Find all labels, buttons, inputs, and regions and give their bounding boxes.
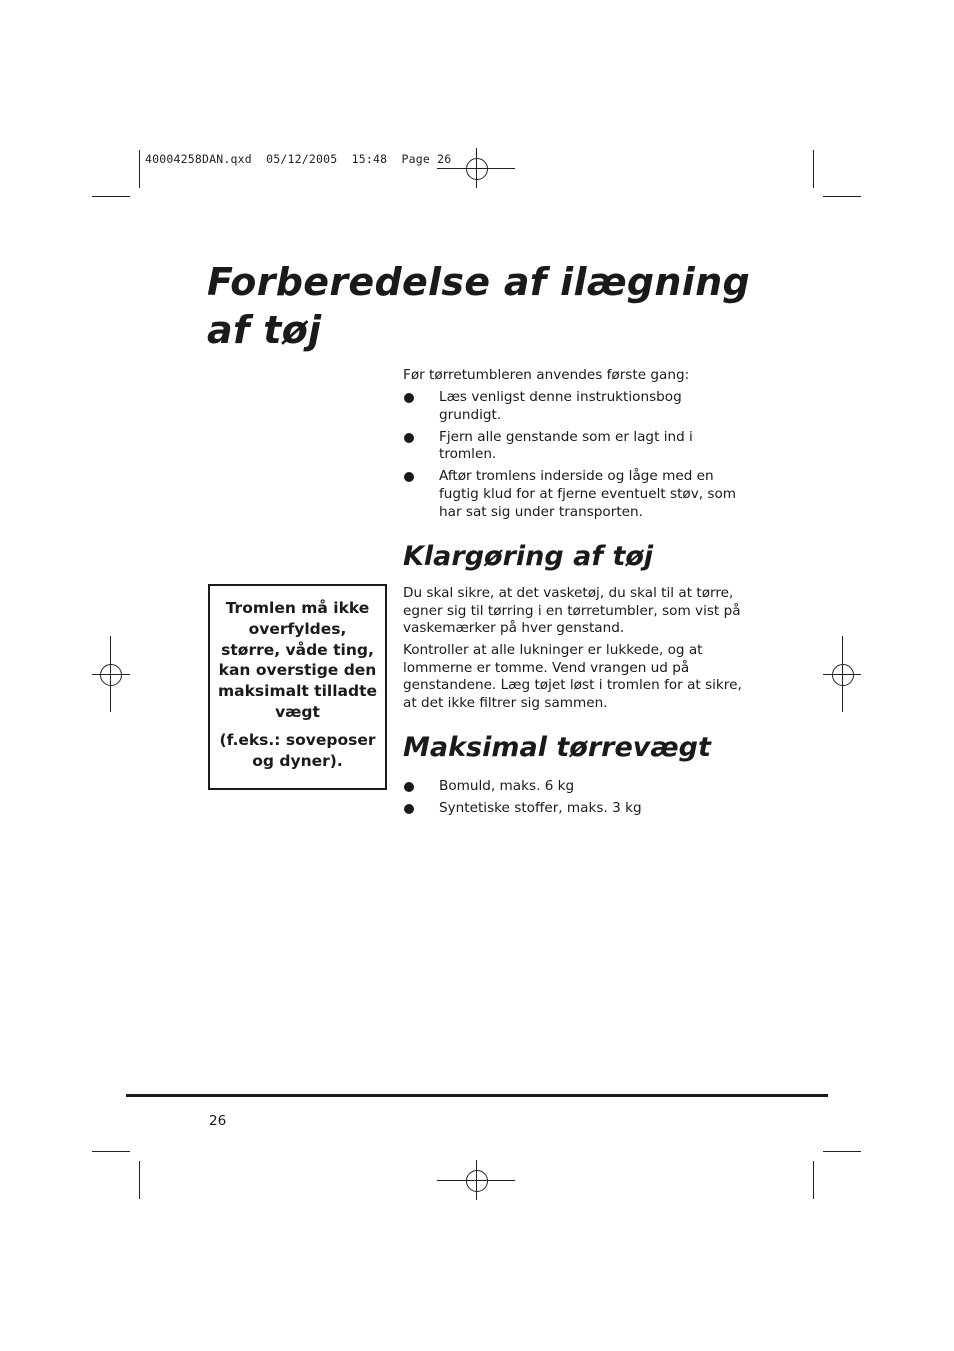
- page-title: [207, 258, 750, 354]
- crop-mark: [823, 196, 861, 197]
- max-weight-section: [403, 778, 748, 822]
- crop-mark: [813, 1161, 814, 1199]
- page-number: 26: [209, 1113, 227, 1129]
- warning-box: [208, 584, 387, 790]
- print-slug: 40004258DAN.qxd 05/12/2005 15:48 Page 26: [145, 152, 452, 166]
- paragraph: Du skal sikre, at det vasketøj, du skal til at tørre, egner sig til tørring i en tørretumbler, som vist på vaskemærker på hver genstand.: [403, 585, 741, 637]
- list-item: Fjern alle genstande som er lagt ind i tromlen.: [403, 429, 748, 464]
- list-item: Læs venligst denne instruktionsbog grundigt.: [403, 389, 748, 424]
- list-item: Aftør tromlens inderside og låge med en fugtig klud for at fjerne eventuelt støv, som har sat sig under transporten.: [403, 468, 748, 521]
- crop-mark: [92, 196, 130, 197]
- section-heading-prep: Klargøring af tøj: [403, 541, 654, 572]
- page-title-line: Forberedelse af ilægning: [207, 260, 750, 304]
- list-item: Syntetiske stoffer, maks. 3 kg: [403, 800, 748, 818]
- warning-text: Tromlen må ikke overfyldes, større, våde ting, kan overstige den maksimalt tilladte vægt: [218, 599, 378, 721]
- intro-lead: Før tørretumbleren anvendes første gang:: [403, 367, 690, 383]
- max-weight-list: [403, 778, 748, 818]
- paragraph: Kontroller at alle lukninger er lukkede, og at lommerne er tomme. Vend vrangen ud på genstandene. Læg tøjet løst i tromlen for at sikre, at det ikke filtrer sig sammen.: [403, 642, 742, 712]
- page-title-line: af tøj: [207, 308, 322, 352]
- warning-example: (f.eks.: soveposer og dyner).: [219, 730, 376, 770]
- crop-mark: [813, 150, 814, 188]
- intro-section: [403, 367, 748, 526]
- crop-mark: [92, 1151, 130, 1152]
- section-heading-max-weight: Maksimal tørrevægt: [403, 732, 711, 763]
- bullet-icon: [404, 433, 414, 443]
- crop-mark: [139, 1161, 140, 1199]
- crop-mark: [823, 1151, 861, 1152]
- bullet-icon: [404, 393, 414, 403]
- list-item: Bomuld, maks. 6 kg: [403, 778, 748, 796]
- bullet-icon: [404, 782, 414, 792]
- bullet-icon: [404, 472, 414, 482]
- prep-section: [403, 585, 748, 713]
- footer-rule: [126, 1094, 828, 1097]
- intro-list: [403, 389, 748, 521]
- bullet-icon: [404, 804, 414, 814]
- crop-mark: [139, 150, 140, 188]
